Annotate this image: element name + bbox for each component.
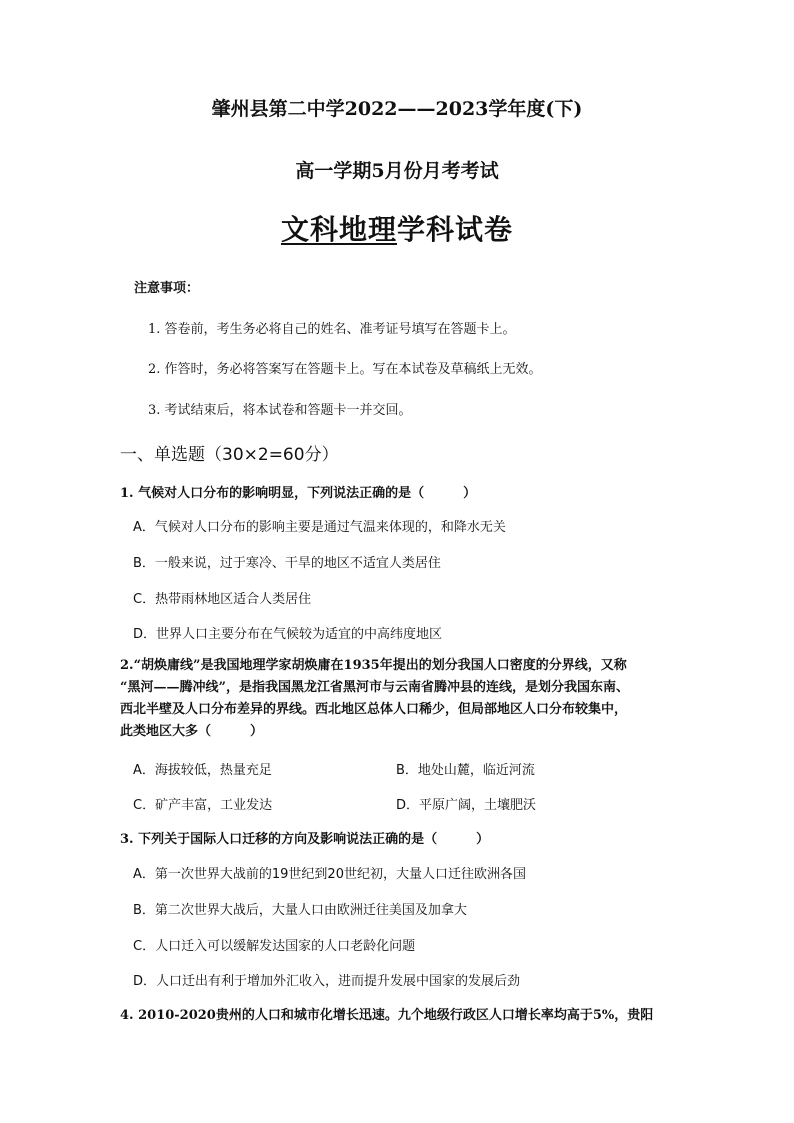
question-option: D．世界人口主要分布在气候较为适宜的中高纬度地区 — [133, 627, 443, 642]
question-stem: 3. 下列关于国际人口迁移的方向及影响说法正确的是（ ） — [120, 832, 490, 847]
question-option: A．第一次世界大战前的19世纪到20世纪初，大量人口迁往欧洲各国 — [133, 867, 526, 882]
question-stem-line: 西北半壁及人口分布差异的界线。西北地区总体人口稀少，但局部地区人口分布较集中， — [120, 702, 628, 717]
question-stem-line: 此类地区大多（ ） — [120, 724, 264, 739]
question-option: A．海拔较低，热量充足 — [133, 763, 272, 778]
question-option: B．地处山麓，临近河流 — [396, 763, 535, 778]
notice-item: 1. 答卷前，考生务必将自己的姓名、准考证号填写在答题卡上。 — [148, 322, 516, 337]
school-title: 肇州县第二中学2022——2023学年度(下) — [211, 98, 583, 120]
subject-title-underlined: 文科地理 — [280, 213, 397, 246]
question-stem-line: 2.“胡焕庸线”是我国地理学家胡焕庸在1935年提出的划分我国人口密度的分界线，又称 — [120, 658, 627, 673]
question-stem-line: “黑河——腾冲线”，是指我国黑龙江省黑河市与云南省腾冲县的连线，是划分我国东南、 — [120, 680, 629, 695]
notice-item: 2. 作答时，务必将答案写在答题卡上。写在本试卷及草稿纸上无效。 — [148, 362, 542, 377]
exam-title: 高一学期5月份月考考试 — [295, 160, 499, 182]
question-option: D．人口迁出有利于增加外汇收入，进而提升发展中国家的发展后劲 — [133, 974, 521, 989]
notice-item: 3. 考试结束后，将本试卷和答题卡一并交回。 — [148, 403, 412, 418]
question-option: C．人口迁入可以缓解发达国家的人口老龄化问题 — [133, 939, 416, 954]
notice-title: 注意事项： — [134, 281, 200, 296]
section-heading: 一、单选题（30×2=60分） — [120, 445, 339, 465]
subject-title-rest: 学科试卷 — [397, 213, 514, 246]
subject-title — [0, 208, 794, 248]
question-stem: 1. 气候对人口分布的影响明显，下列说法正确的是（ ） — [120, 486, 477, 501]
question-stem: 4. 2010-2020贵州的人口和城市化增长迅速。九个地级行政区人口增长率均高于5%，贵阳 — [120, 1008, 654, 1023]
question-option: A．气候对人口分布的影响主要是通过气温来体现的，和降水无关 — [133, 520, 506, 535]
question-option: B．一般来说，过于寒冷、干旱的地区不适宜人类居住 — [133, 556, 441, 571]
question-option: D．平原广阔，土壤肥沃 — [396, 798, 537, 813]
question-option: C．矿产丰富，工业发达 — [133, 798, 273, 813]
question-option: C．热带雨林地区适合人类居住 — [133, 592, 312, 607]
question-option: B．第二次世界大战后，大量人口由欧洲迁往美国及加拿大 — [133, 903, 467, 918]
